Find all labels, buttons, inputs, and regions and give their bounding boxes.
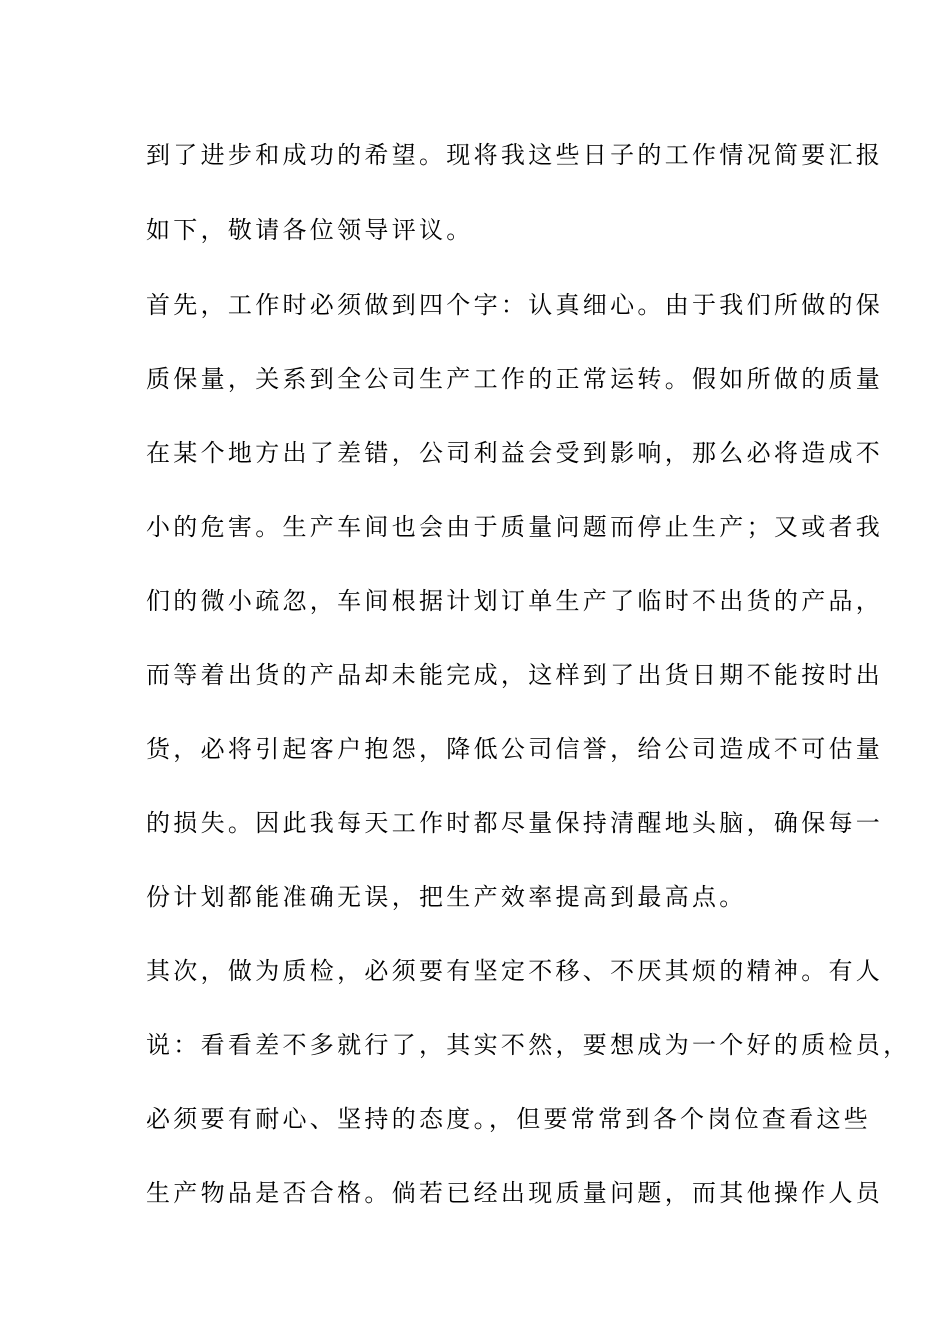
body-text-line: 货，必将引起客户抱怨，降低公司信誉，给公司造成不可估量 [146, 735, 884, 763]
body-text-line: 到了进步和成功的希望。现将我这些日子的工作情况简要汇报 [146, 141, 884, 169]
body-text-line: 小的危害。生产车间也会由于质量问题而停止生产；又或者我 [146, 513, 884, 541]
body-text-line: 说：看看差不多就行了，其实不然，要想成为一个好的质检员， [146, 1031, 911, 1059]
body-text-line: 的损失。因此我每天工作时都尽量保持清醒地头脑，确保每一 [146, 809, 884, 837]
body-text-line: 在某个地方出了差错，公司利益会受到影响，那么必将造成不 [146, 439, 884, 467]
body-text-line: 份计划都能准确无误，把生产效率提高到最高点。 [146, 883, 747, 911]
body-text-line: 生产物品是否合格。倘若已经出现质量问题，而其他操作人员 [146, 1179, 884, 1207]
body-text-line: 们的微小疏忽，车间根据计划订单生产了临时不出货的产品， [146, 587, 884, 615]
body-text-line: 如下，敬请各位领导评议。 [146, 216, 474, 244]
paragraph-first-line: 首先，工作时必须做到四个字：认真细心。由于我们所做的保 [146, 291, 884, 319]
body-text-line: 质保量，关系到全公司生产工作的正常运转。假如所做的质量 [146, 365, 884, 393]
body-text-line: 必须要有耐心、坚持的态度。，但要常常到各个岗位查看这些 [146, 1105, 872, 1133]
paragraph-first-line: 其次，做为质检，必须要有坚定不移、不厌其烦的精神。有人 [146, 957, 884, 985]
body-text-line: 而等着出货的产品却未能完成，这样到了出货日期不能按时出 [146, 661, 884, 689]
